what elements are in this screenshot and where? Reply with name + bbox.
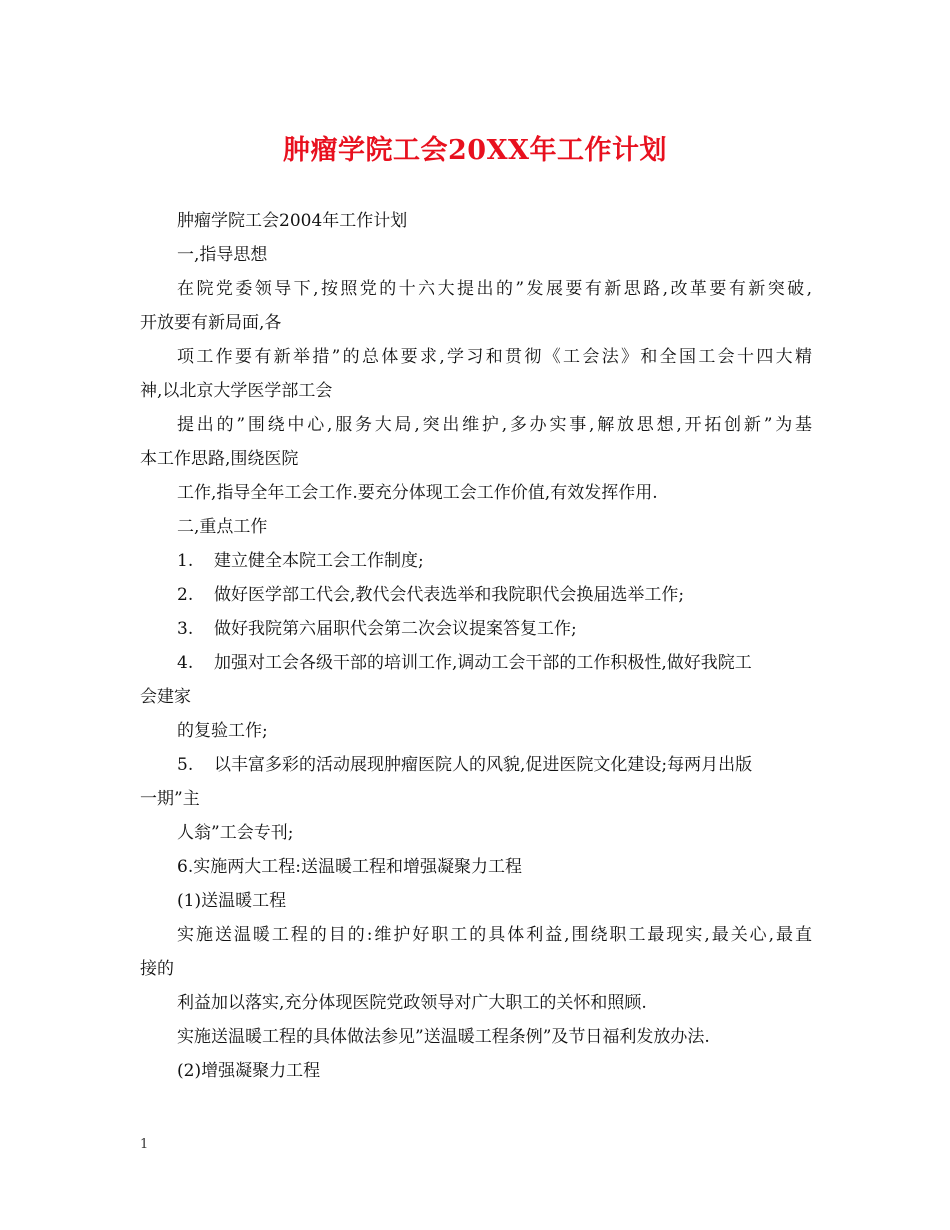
subtitle-line: 肿瘤学院工会2004年工作计划 xyxy=(177,211,408,231)
list-item-text: 加强对工会各级干部的培训工作,调动工会干部的工作积极性,做好我院工 xyxy=(214,653,752,673)
list-item xyxy=(140,646,812,680)
paragraph-line: 工作,指导全年工会工作.要充分体现工会工作价值,有效发挥作用. xyxy=(177,483,658,503)
paragraph-line: 在院党委领导下,按照党的十六大提出的”发展要有新思路,改革要有新突破, xyxy=(177,279,812,299)
list-item-text: 建立健全本院工会工作制度; xyxy=(214,551,424,571)
list-item xyxy=(140,748,812,782)
paragraph-line: 人翁”工会专刊; xyxy=(177,823,294,843)
section-heading: 一,指导思想 xyxy=(177,245,268,265)
paragraph-line: 神,以北京大学医学部工会 xyxy=(140,381,333,401)
page-number: 1 xyxy=(140,1137,149,1152)
paragraph-line: 项工作要有新举措”的总体要求,学习和贯彻《工会法》和全国工会十四大精 xyxy=(177,347,812,367)
document-title: 肿瘤学院工会20XX年工作计划 xyxy=(283,135,667,166)
paragraph-line: 实施送温暖工程的具体做法参见”送温暖工程条例”及节日福利发放办法. xyxy=(177,1027,710,1047)
paragraph-line: 利益加以落实,充分体现医院党政领导对广大职工的关怀和照顾. xyxy=(177,993,647,1013)
paragraph-line: 6.实施两大工程:送温暖工程和增强凝聚力工程 xyxy=(177,857,522,877)
paragraph-line: 本工作思路,围绕医院 xyxy=(140,449,299,469)
subsection-heading: (2)增强凝聚力工程 xyxy=(177,1061,321,1081)
section-heading: 二,重点工作 xyxy=(177,517,268,537)
list-item-number: 4. xyxy=(177,653,194,673)
paragraph-line: 会建家 xyxy=(140,687,191,707)
list-item-text: 以丰富多彩的活动展现肿瘤医院人的风貌,促进医院文化建设;每两月出版 xyxy=(214,755,753,775)
paragraph-line: 实施送温暖工程的目的:维护好职工的具体利益,围绕职工最现实,最关心,最直 xyxy=(177,925,812,945)
paragraph-line: 一期”主 xyxy=(140,789,200,809)
list-item xyxy=(140,612,812,646)
list-item-text: 做好我院第六届职代会第二次会议提案答复工作; xyxy=(214,619,577,639)
document-body xyxy=(140,204,812,1088)
list-item-text: 做好医学部工代会,教代会代表选举和我院职代会换届选举工作; xyxy=(214,585,685,605)
paragraph-line: 提出的”围绕中心,服务大局,突出维护,多办实事,解放思想,开拓创新”为基 xyxy=(177,415,812,435)
subsection-heading: (1)送温暖工程 xyxy=(177,891,287,911)
list-item-number: 2. xyxy=(177,585,194,605)
paragraph-line: 接的 xyxy=(140,959,174,979)
list-item xyxy=(140,578,812,612)
list-item-number: 1. xyxy=(177,551,194,571)
list-item xyxy=(140,544,812,578)
paragraph-line: 的复验工作; xyxy=(177,721,268,741)
list-item-number: 5. xyxy=(177,755,194,775)
paragraph-line: 开放要有新局面,各 xyxy=(140,313,282,333)
list-item-number: 3. xyxy=(177,619,194,639)
